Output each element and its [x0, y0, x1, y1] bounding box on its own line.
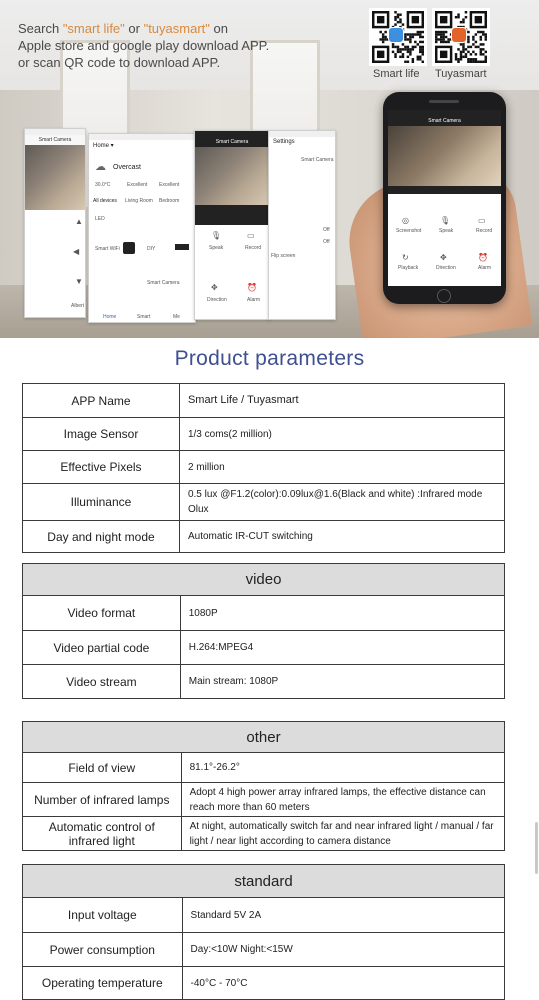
search-term-smart-life: "smart life": [62, 21, 125, 36]
param-value: H.264:MPEG4: [180, 631, 504, 665]
microphone-icon[interactable]: 🎙: [440, 216, 451, 225]
table-row: [23, 665, 505, 699]
table-header-row: [23, 865, 505, 898]
param-key: Input voltage: [23, 898, 183, 933]
app-screen-camera: Smart Camera 🎙 Speak ▭ Record ✥ Direction ⏰ Alarm: [194, 130, 270, 320]
table-row: [23, 933, 505, 967]
param-value: At night, automatically switch far and near infrared light / manual / far light / near light according to camera distance: [181, 817, 504, 851]
param-key: Image Sensor: [23, 418, 180, 451]
screenshot-icon[interactable]: ◎: [402, 216, 409, 225]
alarm-icon[interactable]: ⏰: [478, 253, 488, 262]
tuyasmart-app-icon: [451, 27, 467, 43]
table-header-row: [23, 564, 505, 596]
video-params-table: [22, 563, 505, 699]
smartphone-mockup: Smart Camera ◎ Screenshot 🎙 Speak ▭ Record ↻ Playback ✥ Direction ⏰ Alarm: [383, 92, 506, 304]
table-row: [23, 521, 505, 553]
microphone-icon: 🎙: [211, 231, 222, 240]
playback-icon[interactable]: ↻: [402, 253, 409, 262]
param-key: Video partial code: [23, 631, 181, 665]
smart-life-app-icon: [388, 27, 404, 43]
table-row: [23, 967, 505, 1000]
section-title: Product parameters: [174, 347, 365, 370]
screen-title: Smart Camera: [25, 135, 85, 145]
qr-label-tuyasmart: Tuyasmart: [435, 68, 487, 80]
other-params-table: [22, 721, 505, 851]
table-row: [23, 384, 505, 418]
smart-life-qr-code[interactable]: [369, 8, 427, 66]
table-row: [23, 783, 505, 817]
screen-title: Smart Camera: [388, 116, 501, 126]
param-value: Adopt 4 high power array infrared lamps, the effective distance can reach more than 60 meters: [181, 783, 504, 817]
param-value: 0.5 lux @F1.2(color):0.09lux@1.6(Black and white) :Infrared mode Olux: [179, 484, 504, 521]
arrow-up-icon: ▲: [75, 217, 83, 226]
device-icon: [175, 244, 189, 250]
record-icon: ▭: [247, 231, 255, 240]
direction-icon: ✥: [211, 283, 218, 292]
param-key: Video format: [23, 596, 181, 631]
direction-icon[interactable]: ✥: [440, 253, 447, 262]
table-row: [23, 817, 505, 851]
param-value: Main stream: 1080P: [180, 665, 504, 699]
table-row: [23, 898, 505, 933]
app-screen-camera-control: Smart Camera ▲ ◀ ▼ Albert: [24, 128, 86, 318]
camera-device-icon: [123, 242, 135, 254]
promo-line-stores: Apple store and google play download APP.: [18, 38, 270, 53]
table-row: [23, 418, 505, 451]
camera-preview: [25, 145, 85, 210]
table-row: [23, 484, 505, 521]
promo-line-qr: or scan QR code to download APP.: [18, 55, 221, 70]
table-heading: standard: [23, 865, 505, 898]
live-camera-feed: [388, 126, 501, 186]
param-key: Effective Pixels: [23, 451, 180, 484]
table-heading: video: [23, 564, 505, 596]
param-key: Video stream: [23, 665, 181, 699]
record-icon[interactable]: ▭: [478, 216, 486, 225]
download-instructions: Search "smart life" or "tuyasmart" on Apple store and google play download APP. or scan QR code to download APP.: [18, 21, 270, 70]
param-value: 81.1°-26.2°: [181, 753, 504, 783]
param-value: 1080P: [180, 596, 504, 631]
table-header-row: [23, 722, 505, 753]
param-key: Power consumption: [23, 933, 183, 967]
basic-params-table: [22, 383, 505, 553]
param-value: Day:<10W Night:<15W: [182, 933, 504, 967]
param-key: Operating temperature: [23, 967, 183, 1000]
param-value: Automatic IR-CUT switching: [179, 521, 504, 553]
tuyasmart-qr-code[interactable]: [432, 8, 490, 66]
cloud-icon: ☁: [95, 161, 106, 173]
arrow-down-icon: ▼: [75, 277, 83, 286]
scrollbar-indicator[interactable]: [535, 822, 538, 874]
param-key: Number of infrared lamps: [23, 783, 182, 817]
app-promo-banner: [0, 0, 539, 338]
param-value: 2 million: [179, 451, 504, 484]
param-key: Automatic control of infrared light: [23, 817, 182, 851]
search-term-tuyasmart: "tuyasmart": [143, 21, 210, 36]
app-screen-home: Home ▾ ☁ Overcast 30.0°C Excellent Excellent All devices Living Room Bedroom LED Smart WiFi DIY Smart Camera Home Smart Me: [88, 133, 196, 323]
home-button: [437, 289, 451, 303]
arrow-left-icon: ◀: [73, 247, 80, 256]
table-heading: other: [23, 722, 505, 753]
camera-preview: [195, 147, 269, 205]
param-value: -40°C - 70°C: [182, 967, 504, 1000]
table-row: [23, 753, 505, 783]
param-value: 1/3 coms(2 million): [179, 418, 504, 451]
param-key: APP Name: [23, 384, 180, 418]
param-key: Illuminance: [23, 484, 180, 521]
qr-label-smart-life: Smart life: [373, 68, 420, 80]
standard-params-table: [22, 864, 505, 1000]
param-key: Field of view: [23, 753, 182, 783]
param-value: Standard 5V 2A: [182, 898, 504, 933]
table-row: [23, 631, 505, 665]
param-key: Day and night mode: [23, 521, 180, 553]
table-row: [23, 451, 505, 484]
param-value: Smart Life / Tuyasmart: [179, 384, 504, 418]
alarm-icon: ⏰: [247, 283, 257, 292]
app-screen-settings: Settings Smart Camera Off Off Flip screen: [268, 130, 336, 320]
table-row: [23, 596, 505, 631]
